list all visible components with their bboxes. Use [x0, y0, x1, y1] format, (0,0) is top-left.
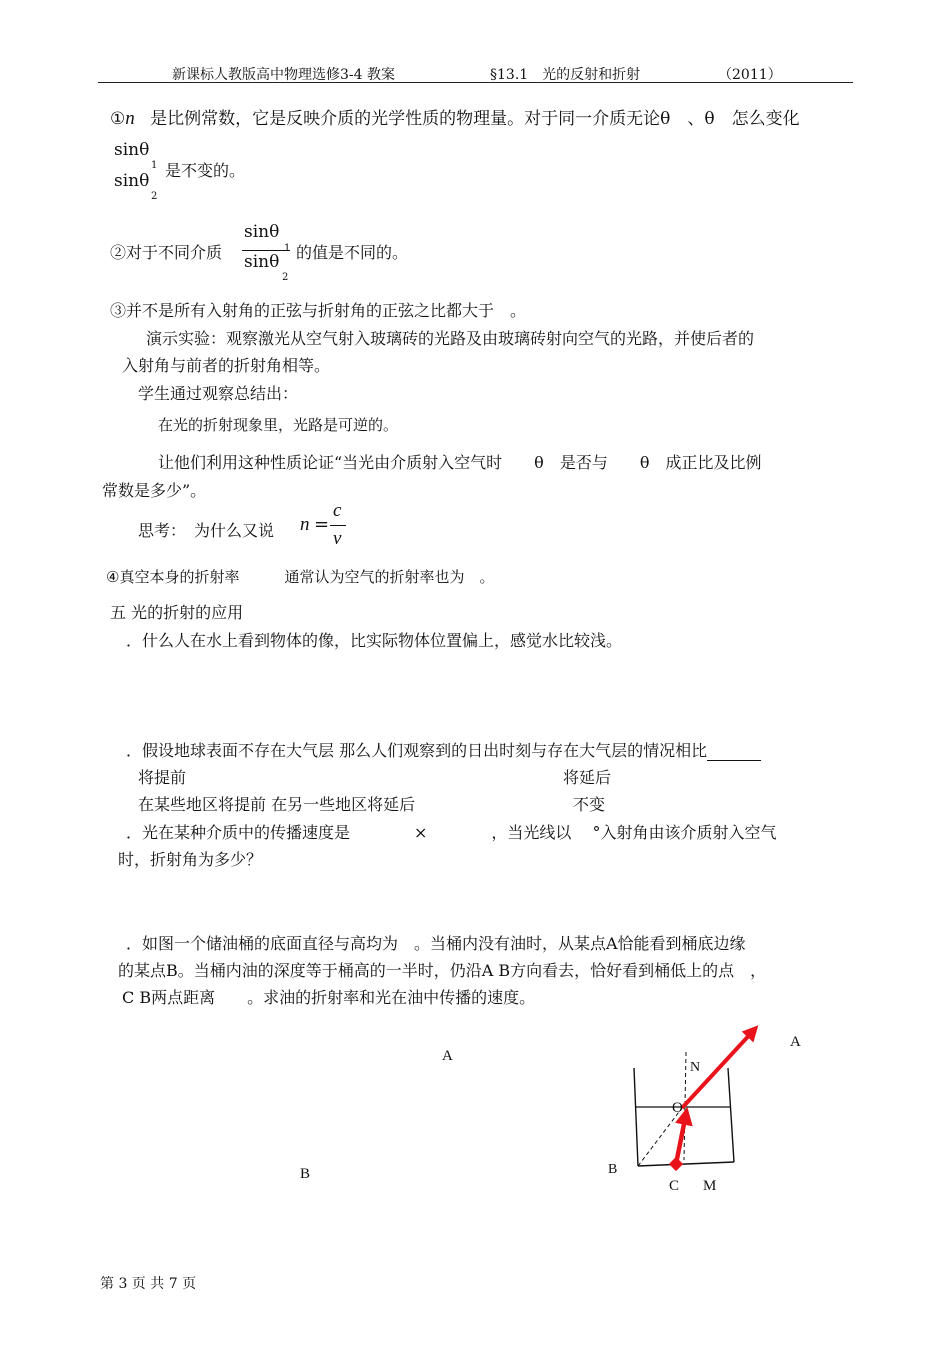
p1-marker: ① — [110, 109, 126, 129]
q4-line1: ．如图一个储油桶的底面直径与高均为 。当桶内没有油时，从某点A恰能看到桶底边缘 — [126, 934, 746, 953]
q2-option-a: 将提前 — [138, 768, 187, 787]
p2-frac-line — [242, 250, 290, 251]
fig-label-m: M — [703, 1178, 717, 1194]
fig-label-b: B — [608, 1162, 618, 1177]
p2-frac-den: sinθ — [244, 252, 280, 272]
p4-text: ④真空本身的折射率 通常认为空气的折射率也为 。 — [106, 568, 495, 586]
fig-label-o: O — [672, 1100, 683, 1116]
fig-label-c: C — [669, 1178, 680, 1194]
tank-bottom — [638, 1162, 734, 1166]
p1-text: 是比例常数，它是反映介质的光学性质的物理量。对于同一介质无论θ 、θ 怎么变化 — [150, 109, 800, 129]
header-year: （2011） — [718, 67, 782, 83]
p2-tail: 的值是不同的。 — [296, 243, 409, 262]
p1-var-n: n — [125, 108, 135, 129]
q2-option-b: 将延后 — [563, 768, 612, 787]
page-number: 第 3 页 共 7 页 — [100, 1276, 197, 1292]
p2-sub2: 2 — [282, 272, 289, 283]
q3-line2: 时，折射角为多少？ — [118, 850, 263, 869]
think-eq: = — [314, 514, 330, 535]
p2-sub1: 1 — [284, 243, 291, 254]
fig-right-label-a: A — [790, 1034, 801, 1050]
tank-left-wall — [634, 1068, 638, 1166]
point-c-marker — [669, 1157, 683, 1171]
think-lead: 思考： 为什么又说 — [138, 521, 275, 540]
think-v: v — [333, 528, 342, 549]
q2-option-c: 在某些地区将提前 在另一些地区将延后 — [138, 795, 416, 814]
q2-text: ．假设地球表面不存在大气层 那么人们观察到的日出时刻与存在大气层的情况相比 — [126, 741, 708, 760]
tank-right-wall — [728, 1068, 734, 1162]
q2-answer-blank[interactable] — [707, 744, 761, 761]
q4-line2: 的某点B。当桶内油的深度等于桶高的一半时，仍沿A B方向看去，恰好看到桶低上的点 ， — [118, 961, 767, 980]
q2-option-d: 不变 — [573, 795, 606, 814]
p1-tail: 是不变的。 — [165, 161, 246, 180]
p1-frac-den: sinθ — [114, 171, 150, 191]
q2-line — [126, 738, 761, 761]
q3-line1: ．光在某种介质中的传播速度是 × ，当光线以 °入射角由该介质射入空气 — [126, 823, 777, 842]
think-c: c — [333, 500, 342, 521]
demo-line1: 演示实验：观察激光从空气射入玻璃砖的光路及由玻璃砖射向空气的光路，并使后者的 — [146, 329, 755, 348]
summary-conclusion: 在光的折射现象里，光路是可逆的。 — [158, 416, 399, 434]
p3-text: ③并不是所有入射角的正弦与折射角的正弦之比都大于 。 — [110, 301, 527, 320]
summary-lead: 学生通过观察总结出： — [138, 384, 299, 403]
header-course: 新课标人教版高中物理选修3-4 教案 — [172, 67, 395, 83]
proof-line2: 常数是多少”。 — [102, 481, 207, 500]
header-rule — [98, 82, 853, 83]
q1-text: ．什么人在水上看到物体的像，比实际物体位置偏上，感觉水比较浅。 — [126, 631, 623, 650]
demo-line2: 入射角与前者的折射角相等。 — [122, 356, 331, 375]
think-frac-line — [330, 525, 346, 526]
header-section: §13.1 光的反射和折射 — [490, 67, 641, 83]
fig-label-n: N — [690, 1060, 701, 1075]
think-n: n — [300, 514, 310, 535]
p1-frac-num: sinθ — [114, 140, 150, 160]
p1-sub2: 2 — [151, 191, 158, 202]
p2-lead: ②对于不同介质 — [110, 243, 223, 262]
fig-left-label-a: A — [442, 1048, 453, 1064]
fig-left-label-b: B — [300, 1166, 311, 1182]
q4-line3: C B两点距离 。求油的折射率和光在油中传播的速度。 — [122, 988, 536, 1007]
p2-frac-num: sinθ — [244, 222, 280, 242]
sec5-title: 五 光的折射的应用 — [110, 603, 244, 622]
p1-sub1: 1 — [151, 160, 158, 171]
proof-line1: 让他们利用这种性质论证“当光由介质射入空气时 θ 是否与 θ 成正比及比例 — [158, 453, 762, 472]
p1-line — [110, 104, 800, 130]
